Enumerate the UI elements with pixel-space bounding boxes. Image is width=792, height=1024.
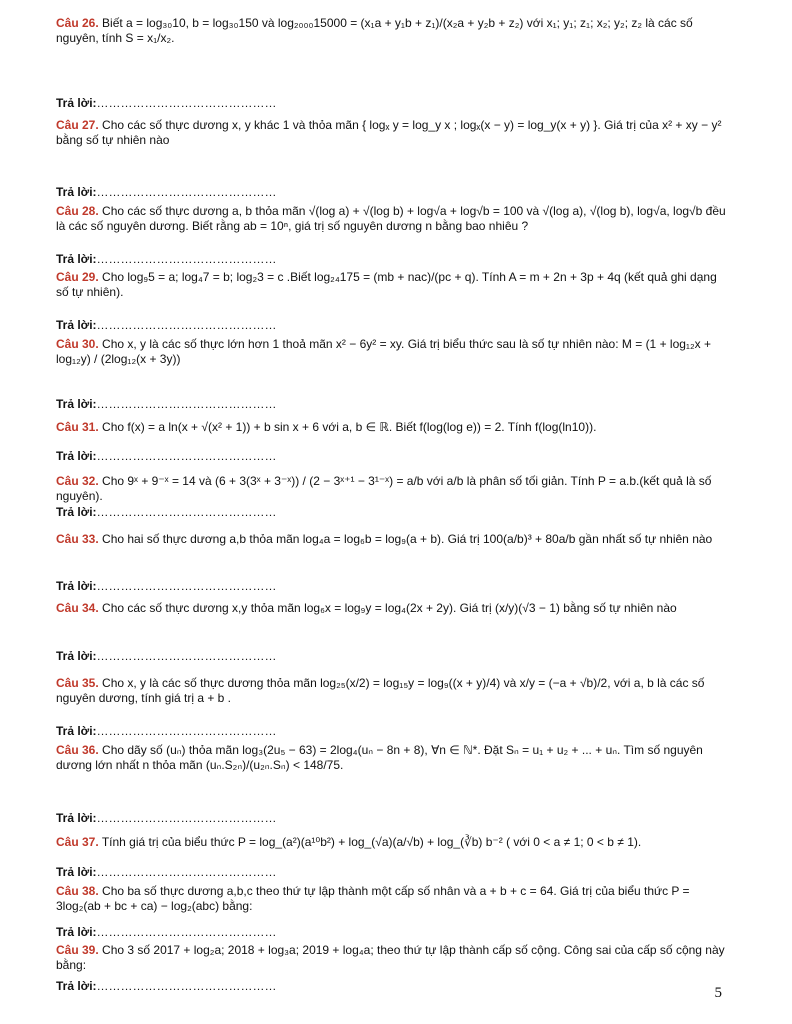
question-label: Câu 34.	[56, 601, 99, 615]
question-label: Câu 29.	[56, 270, 99, 284]
question-text: Cho các số thực dương x,y thỏa mãn log₆x = log₉y = log₄(2x + 2y). Giá trị (x/y)(√3 − 1) bằng số tự nhiên nào	[102, 601, 677, 615]
answer-line: Trả lời:………………………………………	[56, 579, 277, 593]
question-label: Câu 27.	[56, 118, 99, 132]
question-38	[56, 884, 728, 914]
question-label: Câu 28.	[56, 204, 99, 218]
question-32	[56, 474, 728, 504]
answer-line: Trả lời:………………………………………	[56, 649, 277, 663]
question-label: Câu 35.	[56, 676, 99, 690]
question-text: Cho x, y là các số thực lớn hơn 1 thoả mãn x² − 6y² = xy. Giá trị biểu thức sau là số tự nhiên nào: M = (1 + log₁₂x + log₁₂y) / (2log₁₂(x + 3y))	[56, 337, 711, 366]
answer-line: Trả lời:………………………………………	[56, 811, 277, 825]
answer-line: Trả lời:………………………………………	[56, 252, 277, 266]
answer-line: Trả lời:………………………………………	[56, 397, 277, 411]
question-34	[56, 601, 728, 616]
answer-line: Trả lời:………………………………………	[56, 185, 277, 199]
question-text: Cho 9ˣ + 9⁻ˣ = 14 và (6 + 3(3ˣ + 3⁻ˣ)) / (2 − 3ˣ⁺¹ − 3¹⁻ˣ) = a/b với a/b là phân số tối giản. Tính P = a.b.(kết quả là số nguyên).	[56, 474, 712, 503]
question-27	[56, 118, 728, 148]
question-label: Câu 30.	[56, 337, 99, 351]
question-label: Câu 31.	[56, 420, 99, 434]
question-text: Cho 3 số 2017 + log₂a; 2018 + log₃a; 2019 + log₄a; theo thứ tự lập thành cấp số cộng. Công sai của cấp số cộng này bằng:	[56, 943, 725, 972]
question-text: Cho x, y là các số thực dương thỏa mãn log₂₅(x/2) = log₁₅y = log₉((x + y)/4) và x/y = (−a + √b)/2, với a, b là các số nguyên dương, tính giá trị a + b .	[56, 676, 705, 705]
question-36	[56, 743, 728, 773]
question-text: Cho log₉5 = a; log₄7 = b; log₂3 = c .Biết log₂₄175 = (mb + nac)/(pc + q). Tính A = m + 2n + 3p + 4q (kết quả ghi dạng số tự nhiên).	[56, 270, 717, 299]
question-text: Cho các số thực dương a, b thỏa mãn √(log a) + √(log b) + log√a + log√b = 100 và √(log a), √(log b), log√a, log√b đều là các số nguyên dương. Biết rằng ab = 10ⁿ, giá trị số nguyên dương n bằng bao nhiêu ?	[56, 204, 726, 233]
question-text: Cho dãy số (uₙ) thỏa mãn log₃(2u₅ − 63) = 2log₄(uₙ − 8n + 8), ∀n ∈ ℕ*. Đặt Sₙ = u₁ + u₂ + ... + uₙ. Tìm số nguyên dương lớn nhất n thỏa mãn (uₙ.S₂ₙ)/(u₂ₙ.Sₙ) < 148/75.	[56, 743, 703, 772]
question-text: Cho các số thực dương x, y khác 1 và thỏa mãn { logₓ y = log_y x ; logₓ(x − y) = log_y(x + y) }. Giá trị của x² + xy − y² bằng số tự nhiên nào	[56, 118, 722, 147]
question-31	[56, 420, 728, 435]
question-label: Câu 39.	[56, 943, 99, 957]
answer-line: Trả lời:………………………………………	[56, 449, 277, 463]
answer-line: Trả lời:………………………………………	[56, 96, 277, 110]
question-text: Tính giá trị của biểu thức P = log_(a²)(a¹⁰b²) + log_(√a)(a/√b) + log_(∛b) b⁻² ( với 0 < a ≠ 1; 0 < b ≠ 1).	[101, 835, 642, 849]
question-label: Câu 26.	[56, 16, 99, 30]
question-text: Biết a = log₃₀10, b = log₃₀150 và log₂₀₀₀15000 = (x₁a + y₁b + z₁)/(x₂a + y₂b + z₂) với x₁; y₁; z₁; x₂; y₂; z₂ là các số nguyên, tính S = x₁/x₂.	[56, 16, 693, 45]
question-text: Cho ba số thực dương a,b,c theo thứ tự lập thành một cấp số nhân và a + b + c = 64. Giá trị của biểu thức P = 3log₂(ab + bc + ca) − log₂(abc) bằng:	[56, 884, 690, 913]
question-label: Câu 36.	[56, 743, 99, 757]
page-number: 5	[714, 985, 722, 1001]
answer-line: Trả lời:………………………………………	[56, 318, 277, 332]
question-label: Câu 37.	[56, 835, 99, 849]
answer-line: Trả lời:………………………………………	[56, 925, 277, 939]
question-37	[56, 835, 728, 850]
question-text: Cho hai số thực dương a,b thỏa mãn log₄a = log₆b = log₉(a + b). Giá trị 100(a/b)³ + 80a/b gần nhất số tự nhiên nào	[102, 532, 713, 546]
question-39	[56, 943, 728, 973]
answer-line: Trả lời:………………………………………	[56, 865, 277, 879]
answer-line: Trả lời:………………………………………	[56, 724, 277, 738]
answer-line: Trả lời:………………………………………	[56, 979, 277, 993]
question-35	[56, 676, 728, 706]
question-label: Câu 33.	[56, 532, 99, 546]
question-text: Cho f(x) = a ln(x + √(x² + 1)) + b sin x + 6 với a, b ∈ ℝ. Biết f(log(log e)) = 2. Tính f(log(ln10)).	[102, 420, 597, 434]
answer-line: Trả lời:………………………………………	[56, 505, 277, 519]
question-33	[56, 532, 728, 547]
question-28	[56, 204, 728, 234]
question-30	[56, 337, 728, 367]
question-label: Câu 38.	[56, 884, 99, 898]
question-29	[56, 270, 728, 300]
question-label: Câu 32.	[56, 474, 99, 488]
question-26	[56, 16, 728, 46]
